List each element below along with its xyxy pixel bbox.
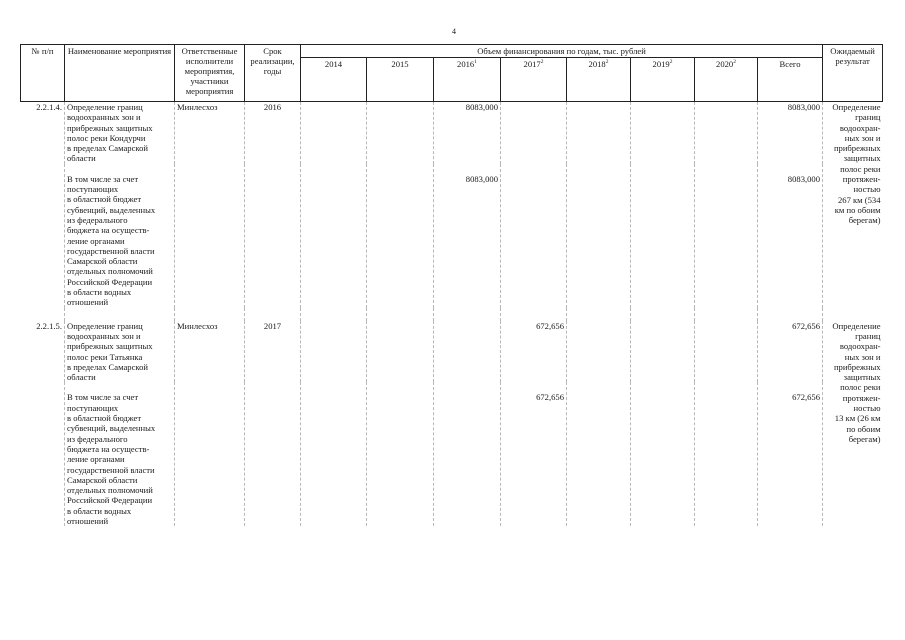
sub-amount-total: 8083,000 <box>758 164 823 308</box>
row-number: 2.2.1.4. <box>21 102 65 308</box>
executor: Минлесхоз <box>175 321 245 527</box>
header-year-2020: 2020$^2$ <box>695 58 758 102</box>
term: 2016 <box>245 102 301 308</box>
amount-2016: 8083,000 <box>434 102 501 164</box>
amount-2017: 672,656 <box>501 321 567 383</box>
header-name: Наименование мероприятия <box>65 45 175 102</box>
expected-result: Определение границ водоохран- ных зон и прибрежных защитных полос реки протяжен- ностью 267 км (534 км по обоим берегам) <box>823 102 883 308</box>
header-year-2016: 2016$^1$ <box>434 58 501 102</box>
header-year-2015: 2015 <box>367 58 434 102</box>
header-term: Срок реализации, годы <box>245 45 301 102</box>
header-year-2018: 2018$^2$ <box>567 58 631 102</box>
table-row <box>21 102 883 164</box>
header-num: № п/п <box>21 45 65 102</box>
executor: Минлесхоз <box>175 102 245 308</box>
header-year-2017: 2017$^2$ <box>501 58 567 102</box>
row-number: 2.2.1.5. <box>21 321 65 527</box>
table-row <box>21 321 883 383</box>
funding-source: В том числе за счет поступающих в областной бюджет субвенций, выделенных из федерального бюджета на осуществ- ление органами государственной власти Самарской области отдельных полномочий Российской Федерации в области водных отношений <box>65 164 175 308</box>
header-executor: Ответственные исполнители мероприятия, участники мероприятия <box>175 45 245 102</box>
sub-amount-2016: 8083,000 <box>434 164 501 308</box>
header-year-2014: 2014 <box>301 58 367 102</box>
funding-table <box>20 44 883 526</box>
header-year-2019: 2019$^2$ <box>631 58 695 102</box>
header-result: Ожидаемый результат <box>823 45 883 102</box>
header-total: Всего <box>758 58 823 102</box>
expected-result: Определение границ водоохран- ных зон и прибрежных защитных полос реки протяжен- ностью 13 км (26 км по обоим берегам) <box>823 321 883 527</box>
sub-amount-2017: 672,656 <box>501 382 567 526</box>
amount-total: 8083,000 <box>758 102 823 164</box>
sub-amount-total: 672,656 <box>758 382 823 526</box>
page-number: 4 <box>452 27 456 36</box>
funding-source: В том числе за счет поступающих в областной бюджет субвенций, выделенных из федерального бюджета на осуществ- ление органами государственной власти Самарской области отдельных полномочий Российской Федерации в области водных отношений <box>65 382 175 526</box>
activity-name: Определение границ водоохранных зон и прибрежных защитных полос реки Кондурчи в пределах Самарской области <box>65 102 175 164</box>
term: 2017 <box>245 321 301 527</box>
activity-name: Определение границ водоохранных зон и прибрежных защитных полос реки Татьянка в пределах Самарской области <box>65 321 175 383</box>
amount-total: 672,656 <box>758 321 823 383</box>
table-subrow <box>21 382 883 526</box>
header-funding: Объем финансирования по годам, тыс. рублей <box>301 45 823 58</box>
table-subrow <box>21 164 883 308</box>
